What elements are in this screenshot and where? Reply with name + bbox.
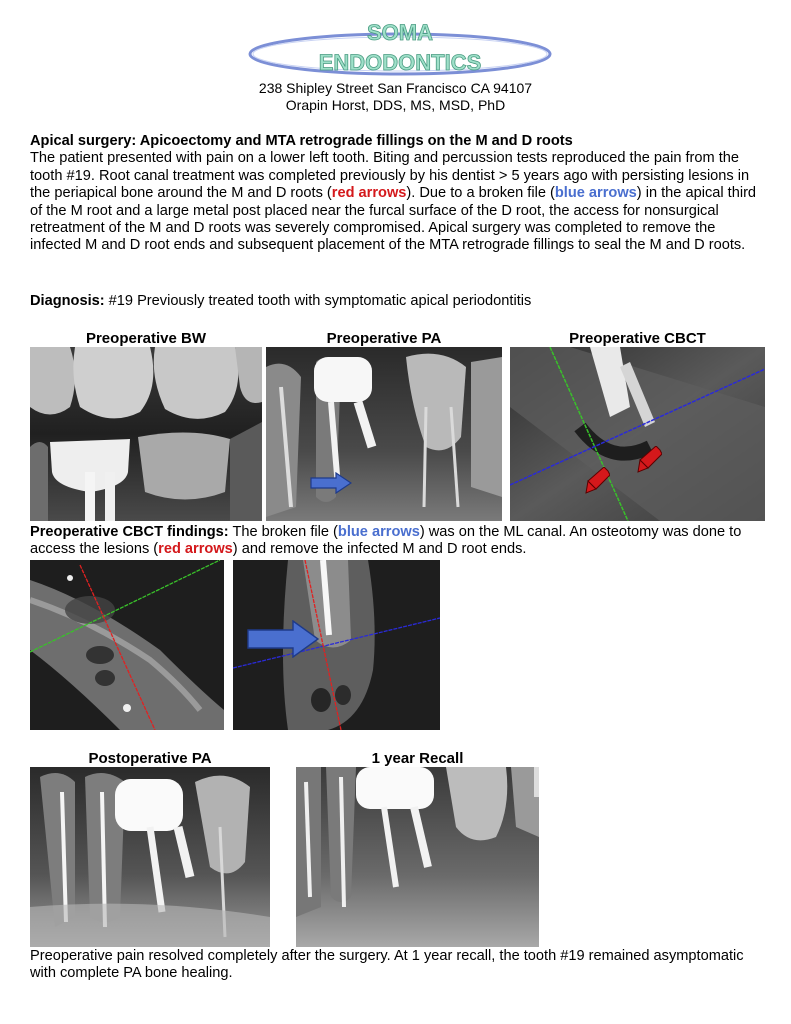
- blue-arrows-label: blue arrows: [554, 185, 637, 202]
- xray-cbct-slice-1: [30, 560, 224, 730]
- xray-preop-cbct: [510, 347, 765, 521]
- doctor-name: Orapin Horst, DDS, MS, MSD, PhD: [285, 97, 506, 113]
- caption-preop-cbct: Preoperative CBCT: [569, 330, 706, 347]
- conclusion: Preoperative pain resolved completely after the surgery. At 1 year recall, the tooth #19 remained asymptomatic with complete PA bone healing.: [30, 948, 744, 982]
- blue-arrow-cbct: [247, 620, 319, 658]
- findings-text-3: ) and remove the infected M and D root ends.: [232, 541, 527, 558]
- logo-line1: SOMA: [367, 20, 433, 45]
- xray-preop-bw: [30, 347, 262, 521]
- findings-text-2: ) was on the ML canal. An osteotomy was done to access the lesions (: [30, 524, 742, 558]
- intro-text-1: The patient presented with pain on a lower left tooth. Biting and percussion tests reproduced the pain from the tooth #19. Root canal treatment was completed previously by his dentist > 5 years ago with persisting lesions in the periapical bone around the M and D roots (: [30, 150, 750, 202]
- red-arrow-cbct-2: [636, 446, 662, 474]
- findings-red-arrows: red arrows: [158, 541, 233, 558]
- logo-line2: ENDODONTICS: [318, 50, 482, 75]
- xray-preop-pa: [266, 347, 502, 521]
- blue-arrow-pa: [310, 472, 352, 494]
- intro-text-2: ). Due to a broken file (: [406, 185, 555, 202]
- xray-1-year-recall: [296, 767, 539, 947]
- findings-blue-arrows: blue arrows: [337, 524, 420, 540]
- case-description: [30, 133, 765, 255]
- case-title: Apical surgery: Apicoectomy and MTA retrograde fillings on the M and D roots: [30, 133, 573, 149]
- diagnosis-label: Diagnosis:: [30, 293, 105, 309]
- findings-label: Preoperative CBCT findings:: [30, 524, 229, 540]
- cbct-findings: [30, 524, 765, 559]
- xray-postop-pa: [30, 767, 270, 947]
- diagnosis: [30, 293, 765, 310]
- caption-postop-pa: Postoperative PA: [88, 750, 212, 767]
- logo: [245, 14, 555, 82]
- caption-preop-bw: Preoperative BW: [85, 330, 207, 347]
- red-arrows-label: red arrows: [331, 185, 407, 202]
- diagnosis-text: #19 Previously treated tooth with symptomatic apical periodontitis: [104, 293, 532, 309]
- red-arrow-cbct-1: [584, 467, 610, 495]
- findings-text-1: The broken file (: [228, 524, 338, 540]
- clinic-address: 238 Shipley Street San Francisco CA 94107: [258, 80, 533, 96]
- intro-text-3: ) in the apical third of the M root and a large metal post placed near the furcal surface of the D root, the access for nonsurgical retreatment of the M and D roots was severely compromised. Apical surgery was completed to remove the infected M and D root ends and subsequent placement of the MTA retrograde fillings to seal the M and D roots.: [30, 185, 757, 254]
- caption-preop-pa: Preoperative PA: [326, 330, 442, 347]
- caption-recall: 1 year Recall: [371, 750, 464, 767]
